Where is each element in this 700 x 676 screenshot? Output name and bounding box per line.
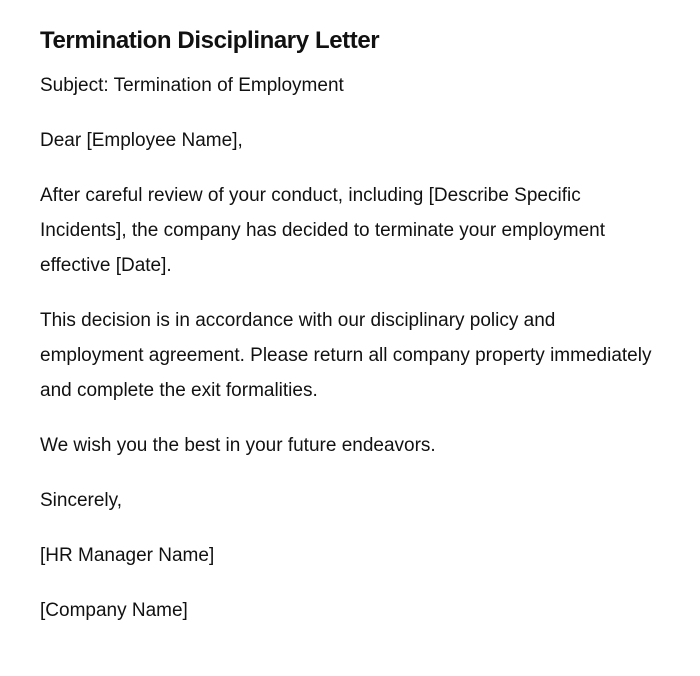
salutation: Dear [Employee Name], — [40, 130, 243, 151]
body-paragraph-incidents: After careful review of your conduct, including [Describe Specific Incidents], the company has decided to terminate your employment effective [Date]. — [40, 185, 606, 276]
signature-company: [Company Name] — [40, 600, 188, 621]
letter-document — [40, 24, 660, 648]
letter-title: Termination Disciplinary Letter — [40, 27, 380, 54]
body-paragraph-wishes: We wish you the best in your future endeavors. — [40, 435, 436, 456]
body-paragraph-policy: This decision is in accordance with our disciplinary policy and employment agreement. Please return all company property immediately and complete the exit formalities. — [40, 310, 652, 401]
closing: Sincerely, — [40, 490, 123, 511]
signature-name: [HR Manager Name] — [40, 545, 215, 566]
subject-line: Subject: Termination of Employment — [40, 75, 344, 96]
